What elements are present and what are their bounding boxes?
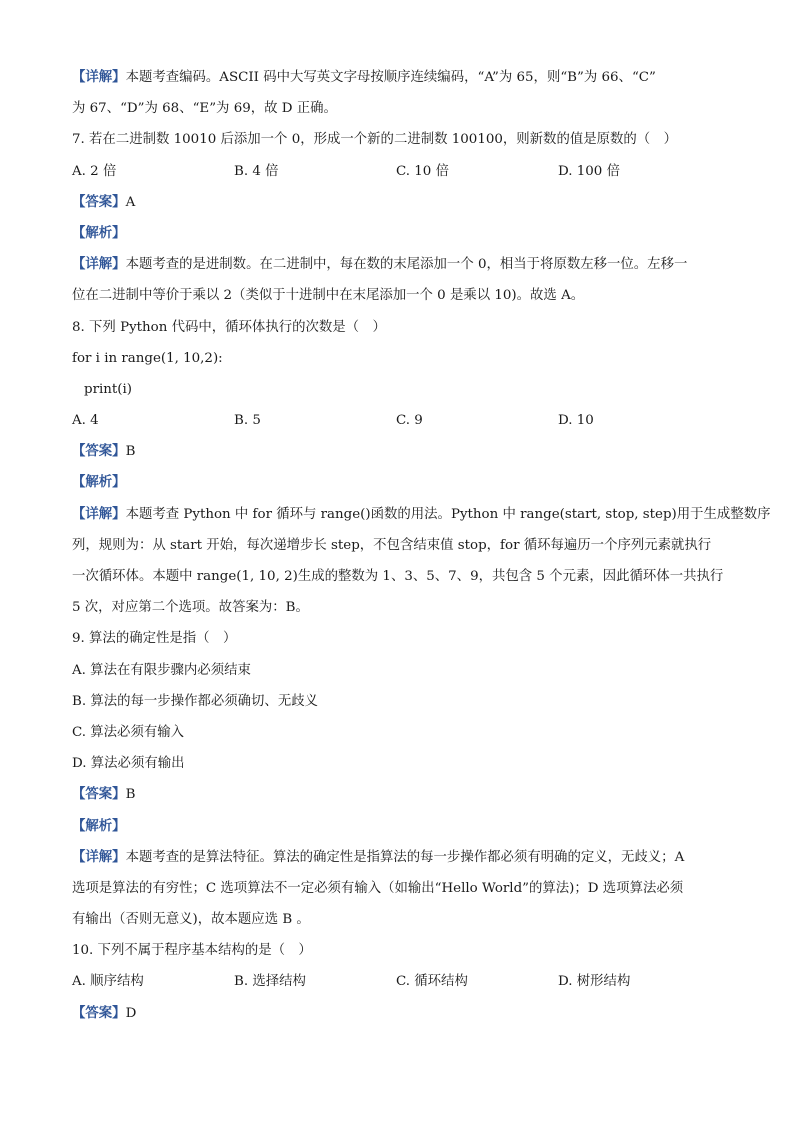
q9-stem: 9. 算法的确定性是指（ ） bbox=[72, 631, 237, 647]
q8-code-line-2: print(i) bbox=[84, 381, 132, 397]
detail-tag: 【详解】 bbox=[72, 256, 126, 273]
q9-detail-3: 有输出（否则无意义)，故本题应选 B 。 bbox=[72, 912, 310, 928]
q7-option-a: A. 2 倍 bbox=[72, 163, 117, 179]
q7-answer bbox=[72, 187, 726, 218]
q9-option-c: C. 算法必须有输入 bbox=[72, 724, 185, 740]
q8-detail-4: 5 次，对应第二个选项。故答案为：B。 bbox=[72, 600, 309, 616]
intro-text-1: 本题考查编码。ASCII 码中大写英文字母按顺序连续编码，“A”为 65，则“B”为 66、“C” bbox=[125, 70, 656, 85]
q7-answer-value: A bbox=[125, 194, 136, 210]
q7-detail-2: 位在二进制中等价于乘以 2（类似于十进制中在末尾添加一个 0 是乘以 10)。故选 A。 bbox=[72, 288, 585, 304]
q7-option-b: B. 4 倍 bbox=[234, 163, 279, 179]
q9-detail-text-1: 本题考查的是算法特征。算法的确定性是指算法的每一步操作都必须有明确的定义，无歧义；A bbox=[125, 849, 685, 865]
answer-tag: 【答案】 bbox=[72, 193, 126, 210]
q8-stem: 8. 下列 Python 代码中，循环体执行的次数是（ ） bbox=[72, 319, 386, 335]
q8-option-a: A. 4 bbox=[72, 413, 99, 429]
q9-option-d: D. 算法必须有输出 bbox=[72, 756, 185, 772]
document-page bbox=[72, 62, 771, 1029]
q8-option-d: D. 10 bbox=[558, 413, 594, 429]
detail-tag: 【详解】 bbox=[72, 69, 126, 85]
q7-analysis bbox=[72, 218, 726, 249]
q10-answer bbox=[72, 998, 726, 1029]
intro-line-2: 为 67、“D”为 68、“E”为 69，故 D 正确。 bbox=[72, 101, 337, 117]
q8-detail-1 bbox=[72, 499, 771, 530]
answer-tag: 【答案】 bbox=[72, 1004, 126, 1021]
q10-option-a: A. 顺序结构 bbox=[72, 974, 144, 990]
q10-option-b: B. 选择结构 bbox=[234, 974, 306, 990]
q9-detail-2: 选项是算法的有穷性；C 选项算法不一定必须有输入（如输出“Hello World”的算法)；D 选项算法必须 bbox=[72, 880, 684, 896]
q9-analysis bbox=[72, 811, 726, 842]
answer-tag: 【答案】 bbox=[72, 443, 126, 460]
q8-analysis bbox=[72, 467, 726, 498]
q8-options bbox=[72, 405, 726, 436]
q10-option-c: C. 循环结构 bbox=[396, 974, 468, 990]
q8-option-b: B. 5 bbox=[234, 413, 261, 429]
q8-code-line-1: for i in range(1, 10,2): bbox=[72, 350, 223, 366]
q8-answer bbox=[72, 436, 726, 467]
q8-detail-2: 列，规则为：从 start 开始，每次递增步长 step，不包含结束值 stop，for 循环每遍历一个序列元素就执行 bbox=[72, 537, 712, 553]
q10-answer-value: D bbox=[125, 1005, 137, 1021]
q8-answer-value: B bbox=[125, 444, 136, 460]
q7-option-d: D. 100 倍 bbox=[558, 163, 620, 179]
q9-answer-value: B bbox=[125, 787, 136, 803]
q7-detail-1 bbox=[72, 249, 726, 280]
q8-option-c: C. 9 bbox=[396, 413, 423, 429]
analysis-tag: 【解析】 bbox=[72, 817, 126, 834]
q7-stem: 7. 若在二进制数 10010 后添加一个 0，形成一个新的二进制数 100100，则新数的值是原数的（ ） bbox=[72, 132, 677, 148]
q10-options bbox=[72, 966, 726, 997]
q9-answer bbox=[72, 779, 726, 810]
q7-option-c: C. 10 倍 bbox=[396, 163, 449, 179]
q7-detail-text-1: 本题考查的是进制数。在二进制中，每在数的末尾添加一个 0，相当于将原数左移一位。左移一 bbox=[125, 257, 688, 273]
q10-stem: 10. 下列不属于程序基本结构的是（ ） bbox=[72, 943, 312, 959]
q10-option-d: D. 树形结构 bbox=[558, 974, 631, 990]
q9-option-a: A. 算法在有限步骤内必须结束 bbox=[72, 662, 251, 678]
q7-options bbox=[72, 156, 726, 187]
analysis-tag: 【解析】 bbox=[72, 224, 126, 241]
detail-tag: 【详解】 bbox=[72, 505, 126, 522]
analysis-tag: 【解析】 bbox=[72, 474, 126, 491]
intro-line-1 bbox=[72, 62, 726, 93]
detail-tag: 【详解】 bbox=[72, 848, 126, 865]
q9-detail-1 bbox=[72, 842, 726, 873]
q9-option-b: B. 算法的每一步操作都必须确切、无歧义 bbox=[72, 693, 318, 709]
q8-detail-text-1: 本题考查 Python 中 for 循环与 range()函数的用法。Python 中 range(start, stop, step)用于生成整数序 bbox=[125, 506, 771, 522]
q8-detail-3: 一次循环体。本题中 range(1, 10, 2)生成的整数为 1、3、5、7、9，共包含 5 个元素，因此循环体一共执行 bbox=[72, 569, 724, 584]
answer-tag: 【答案】 bbox=[72, 786, 126, 803]
